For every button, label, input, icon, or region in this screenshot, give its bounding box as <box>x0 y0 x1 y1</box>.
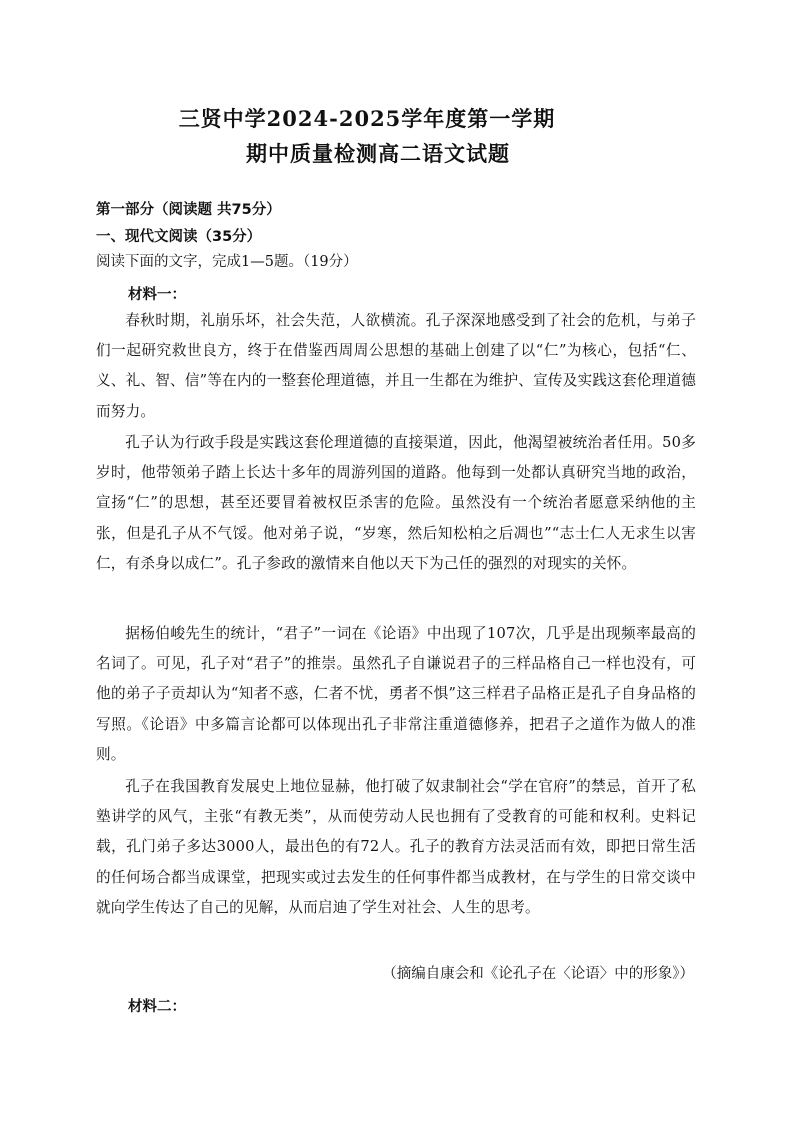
exam-title-line2: 期中质量检测高二语文试题 <box>246 141 510 166</box>
section-heading: 一、现代文阅读（35分） <box>96 229 262 245</box>
material1-paragraph-2: 孔子认为行政手段是实践这套伦理道德的直接渠道，因此，他渴望被统治者任用。50多岁时，他带领弟子踏上长达十多年的周游列国的道路。他每到一处都认真研究当地的政治，宣扬“仁”的思想，甚至还要冒着被权臣杀害的危险。虽然没有一个统治者愿意采纳他的主张，但是孔子从不气馁。他对弟子说，“岁寒，然后知松柏之后凋也”“志士仁人无求生以害仁，有杀身以成仁”。孔子参政的激情来自他以天下为己任的强烈的对现实的关怀。 <box>96 434 696 572</box>
material2-label: 材料二： <box>128 999 186 1015</box>
question-instruction: 阅读下面的文字，完成1—5题。（19分） <box>96 254 358 270</box>
material1-paragraph-3: 据杨伯峻先生的统计，“君子”一词在《论语》中出现了107次，几乎是出现频率最高的名词了。可见，孔子对“君子”的推崇。虽然孔子自谦说君子的三样品格自己一样也没有，可他的弟子子贡却认为“知者不惑，仁者不忧，勇者不惧”这三样君子品格正是孔子自身品格的写照。《论语》中多篇言论都可以体现出孔子非常注重道德修养，把君子之道作为做人的准则。 <box>96 625 696 763</box>
exam-title-line1: 三贤中学2024-2025学年度第一学期 <box>178 106 556 131</box>
material1-paragraph-4: 孔子在我国教育发展史上地位显赫，他打破了奴隶制社会“学在官府”的禁忌，首开了私塾讲学的风气，主张“有教无类”，从而使劳动人民也拥有了受教育的可能和权利。史料记载，孔门弟子多达3000人，最出色的有72人。孔子的教育方法灵活而有效，即把日常生活的任何场合都当成课堂，把现实或过去发生的任何事件都当成教材，在与学生的日常交谈中就向学生传达了自己的见解，从而启迪了学生对社会、人生的思考。 <box>96 778 696 916</box>
material1-source: （摘编自康会和《论孔子在〈论语〉中的形象》） <box>382 966 694 982</box>
material1-label: 材料一： <box>128 287 186 303</box>
part-heading: 第一部分（阅读题 共75分） <box>96 202 281 218</box>
material1-paragraph-1: 春秋时期，礼崩乐坏，社会失范，人欲横流。孔子深深地感受到了社会的危机，与弟子们一起研究救世良方，终于在借鉴西周周公思想的基础上创建了以“仁”为核心，包括“仁、义、礼、智、信”等在内的一整套伦理道德，并且一生都在为维护、宣传及实践这套伦理道德而努力。 <box>96 312 696 420</box>
